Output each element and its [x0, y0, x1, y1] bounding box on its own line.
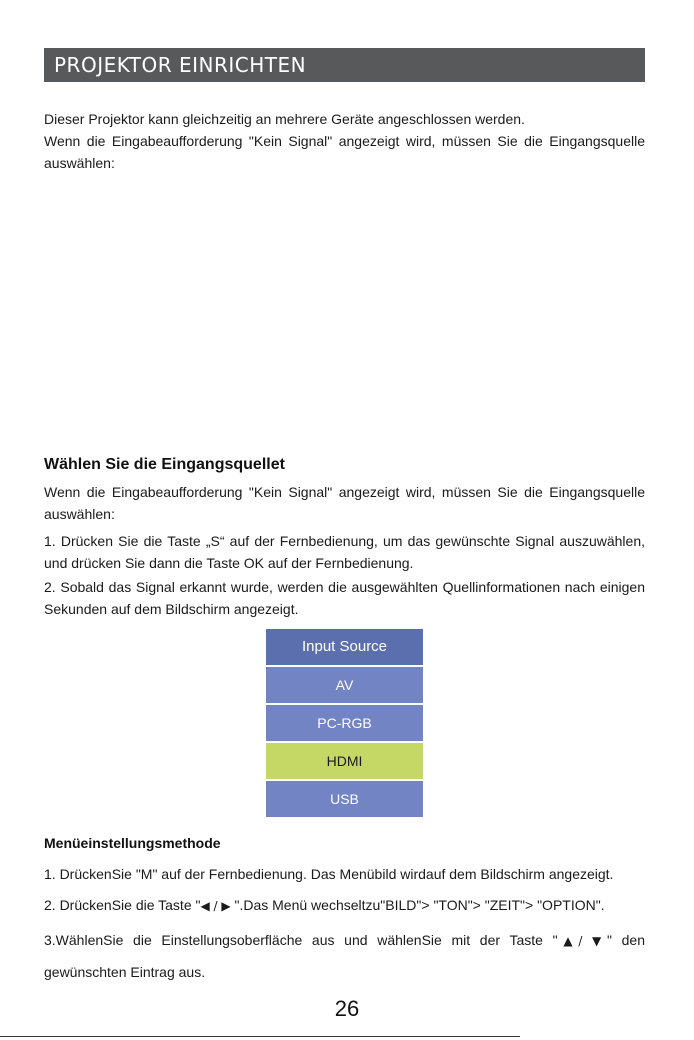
left-right-arrow-icon: ◀ / ▶	[200, 899, 231, 913]
source-paragraph-3: 2. Sobald das Signal erkannt wurde, werden die ausgewählten Quellinformationen nach einigen Sekunden auf dem Bildschirm angezeigt.	[44, 579, 645, 617]
menu-step-2-text-b: ".Das Menü wechseltzu"BILD"> "TON"> "ZEIT"> "OPTION".	[230, 897, 605, 913]
source-paragraph-2: 1. Drücken Sie die Taste „S“ auf der Fernbedienung, um das gewünschte Signal auszuwählen, und drücken Sie dann die Taste OK auf der Fernbedienung.	[44, 533, 645, 571]
source-section-heading: Wählen Sie die Eingangsquellet	[44, 456, 285, 473]
page-number: 26	[334, 996, 360, 1021]
input-source-option-av[interactable]: AV	[266, 667, 423, 703]
menu-step-2	[44, 894, 645, 917]
input-source-option-hdmi[interactable]: HDMI	[266, 743, 423, 779]
menu-step-1: 1. DrückenSie "M" auf der Fernbedienung. Das Menübild wirdauf dem Bildschirm angezeigt.	[44, 866, 614, 882]
menu-section-heading: Menüeinstellungsmethode	[44, 835, 221, 851]
bottom-divider	[0, 1036, 520, 1037]
menu-step-3-text-b: " den gewünschten Eintrag aus.	[44, 932, 645, 980]
input-source-option-pc-rgb[interactable]: PC-RGB	[266, 705, 423, 741]
input-source-menu	[266, 629, 423, 819]
input-source-menu-header: Input Source	[266, 629, 423, 665]
intro-line-2: Wenn die Eingabeaufforderung "Kein Signal" angezeigt wird, müssen Sie die Eingangsquelle auswählen:	[44, 133, 645, 171]
page-title: PROJEKTOR EINRICHTEN	[44, 48, 645, 82]
up-down-arrow-icon: ▲/ ▼	[557, 934, 607, 948]
source-paragraph-1: Wenn die Eingabeaufforderung "Kein Signal" angezeigt wird, müssen Sie die Eingangsquelle auswählen:	[44, 484, 645, 522]
menu-step-3-text-a: 3.WählenSie die Einstellungsoberfläche aus und wählenSie mit der Taste "	[44, 932, 558, 948]
menu-step-2-text-a: 2. DrückenSie die Taste "	[44, 897, 201, 913]
menu-step-3	[44, 925, 645, 988]
intro-line-1: Dieser Projektor kann gleichzeitig an mehrere Geräte angeschlossen werden.	[44, 111, 525, 127]
input-source-option-usb[interactable]: USB	[266, 781, 423, 817]
